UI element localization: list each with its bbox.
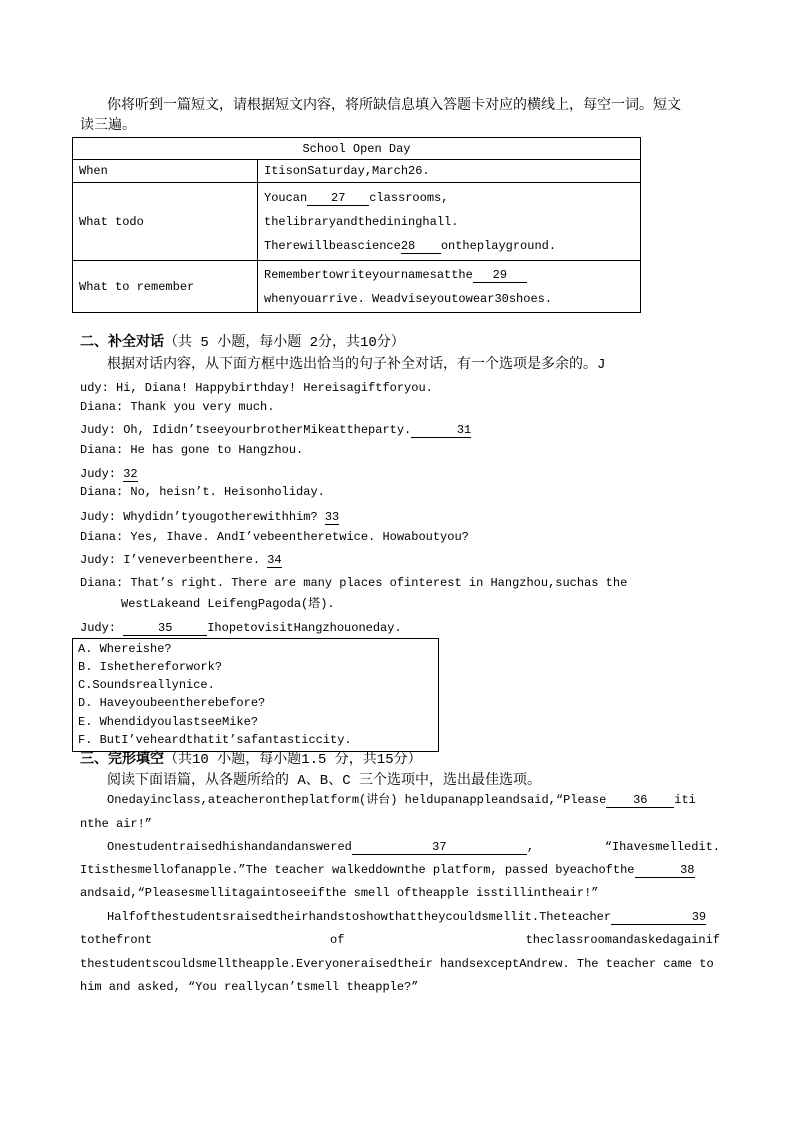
text: Judy: Whydidn’tyougotherewithhim? xyxy=(80,510,325,524)
text: theclassroomandaskedagainif xyxy=(525,933,720,947)
dialogue-line xyxy=(80,466,138,482)
listening-instruction: 你将听到一篇短文，请根据短文内容，将所缺信息填入答题卡对应的横线上，每空一词。短文 xyxy=(107,98,681,114)
section2-instruction: 根据对话内容，从下面方框中选出恰当的句子补全对话，有一个选项是多余的。J xyxy=(107,357,606,373)
text: classrooms, xyxy=(369,190,449,205)
option-b: B. Ishethereforwork? xyxy=(78,660,223,674)
row-label-when: When xyxy=(73,160,258,183)
blank-34[interactable]: 34 xyxy=(267,553,282,567)
options-box xyxy=(72,638,439,752)
text: Judy: Oh, Ididn’tseeyourbrotherMikeattheparty. xyxy=(80,423,412,437)
text: of xyxy=(330,933,345,947)
text: iti xyxy=(674,793,696,807)
option-f: F. ButI’veheardthatit’safantasticcity. xyxy=(78,733,352,747)
text: “Ihavesmelledit. xyxy=(604,840,720,854)
text: Onedayinclass,ateacherontheplatform(讲台) heldupanappleandsaid,“Please xyxy=(107,793,607,807)
dialogue-line: udy: Hi, Diana! Happybirthday! Hereisagiftforyou. xyxy=(80,381,433,395)
dialogue-line: Diana: That’s right. There are many places ofinterest in Hangzhou,suchas the xyxy=(80,576,628,590)
text: Judy: xyxy=(80,467,124,481)
when-value: ItisonSaturday,March26. xyxy=(258,160,641,183)
text: thelibraryandthedininghall. xyxy=(264,214,459,229)
dialogue-line xyxy=(80,422,471,438)
option-e: E. WhendidyoulastseeMike? xyxy=(78,715,259,729)
passage-line: nthe air!” xyxy=(80,817,153,831)
section3-score: （共10 小题，每小题1.5 分，共15分） xyxy=(164,752,422,768)
dialogue-line xyxy=(80,509,339,525)
text: Onestudentraisedhishandandanswered xyxy=(107,840,352,854)
text: Therewillbeascience xyxy=(264,238,401,253)
listening-instruction-cont: 读三遍。 xyxy=(80,118,136,134)
section3-heading: 三、完形填空 xyxy=(80,752,164,768)
passage-line xyxy=(107,792,696,808)
text: whenyouarrive. Weadviseyoutowear30shoes. xyxy=(264,291,553,306)
dialogue-line xyxy=(80,552,282,568)
row-label-what-todo: What todo xyxy=(73,183,258,261)
text: ontheplayground. xyxy=(440,238,557,253)
blank-28[interactable]: 28 xyxy=(401,239,441,254)
dialogue-line: Diana: Thank you very much. xyxy=(80,400,275,414)
row-label-what-to-remember: What to remember xyxy=(73,261,258,313)
passage-line xyxy=(107,839,720,855)
passage-line: him and asked, “You reallycan’tsmell theapple?” xyxy=(80,980,419,994)
blank-33[interactable]: 33 xyxy=(324,510,340,524)
text: Youcan xyxy=(264,190,308,205)
blank-31[interactable]: 31 xyxy=(411,423,471,438)
passage-line: andsaid,“Pleasesmellitagaintoseeifthe smell oftheapple isstillintheair!” xyxy=(80,886,599,900)
section2-heading: 二、补全对话 xyxy=(80,335,164,351)
section2-heading-line xyxy=(80,334,405,352)
blank-29[interactable]: 29 xyxy=(473,268,527,283)
section2-score: （共 5 小题，每小题 2分，共10分） xyxy=(164,335,405,351)
school-open-day-table xyxy=(72,137,641,313)
passage-line xyxy=(107,909,706,925)
text: Remembertowriteyournamesatthe xyxy=(264,267,473,282)
text: , xyxy=(526,840,535,854)
blank-35[interactable]: 35 xyxy=(123,621,207,636)
option-c: C.Soundsreallynice. xyxy=(78,678,215,692)
dialogue-line: WestLakeand LeifengPagoda(塔). xyxy=(121,597,335,611)
dialogue-line xyxy=(80,620,402,636)
text: IhopetovisitHangzhouoneday. xyxy=(207,621,402,635)
table-title: School Open Day xyxy=(73,138,641,160)
section3-instruction: 阅读下面语篇，从各题所给的 A、B、C 三个选项中，选出最佳选项。 xyxy=(107,773,542,789)
text: tothefront xyxy=(80,933,153,947)
blank-38[interactable]: 38 xyxy=(635,863,695,878)
option-d: D. Haveyoubeentherebefore? xyxy=(78,696,266,710)
blank-27[interactable]: 27 xyxy=(307,191,369,206)
text: Judy: xyxy=(80,621,124,635)
passage-line xyxy=(80,862,695,878)
text: Halfofthestudentsraisedtheirhandstoshowthattheycouldsmellit.Theteacher xyxy=(107,910,612,924)
section3-heading-line xyxy=(80,751,422,769)
dialogue-line: Diana: He has gone to Hangzhou. xyxy=(80,443,304,457)
what-todo-value xyxy=(258,183,641,261)
what-to-remember-value xyxy=(258,261,641,313)
dialogue-line: Diana: Yes, Ihave. AndI’vebeentheretwice. Howaboutyou? xyxy=(80,530,469,544)
blank-37[interactable]: 37 xyxy=(352,840,527,855)
text: Judy: I’veneverbeenthere. xyxy=(80,553,268,567)
text: Itisthesmellofanapple.”The teacher walkeddownthe platform, passed byeachofthe xyxy=(80,863,635,877)
blank-32[interactable]: 32 xyxy=(123,467,138,481)
dialogue-line: Diana: No, heisn’t. Heisonholiday. xyxy=(80,485,325,499)
option-a: A. Whereishe? xyxy=(78,642,172,656)
passage-line: thestudentscouldsmelltheapple.Everyoneraisedtheir handsexceptAndrew. The teacher came to xyxy=(80,957,714,971)
blank-39[interactable]: 39 xyxy=(611,910,706,925)
passage-line xyxy=(80,932,720,948)
blank-36[interactable]: 36 xyxy=(606,793,674,808)
